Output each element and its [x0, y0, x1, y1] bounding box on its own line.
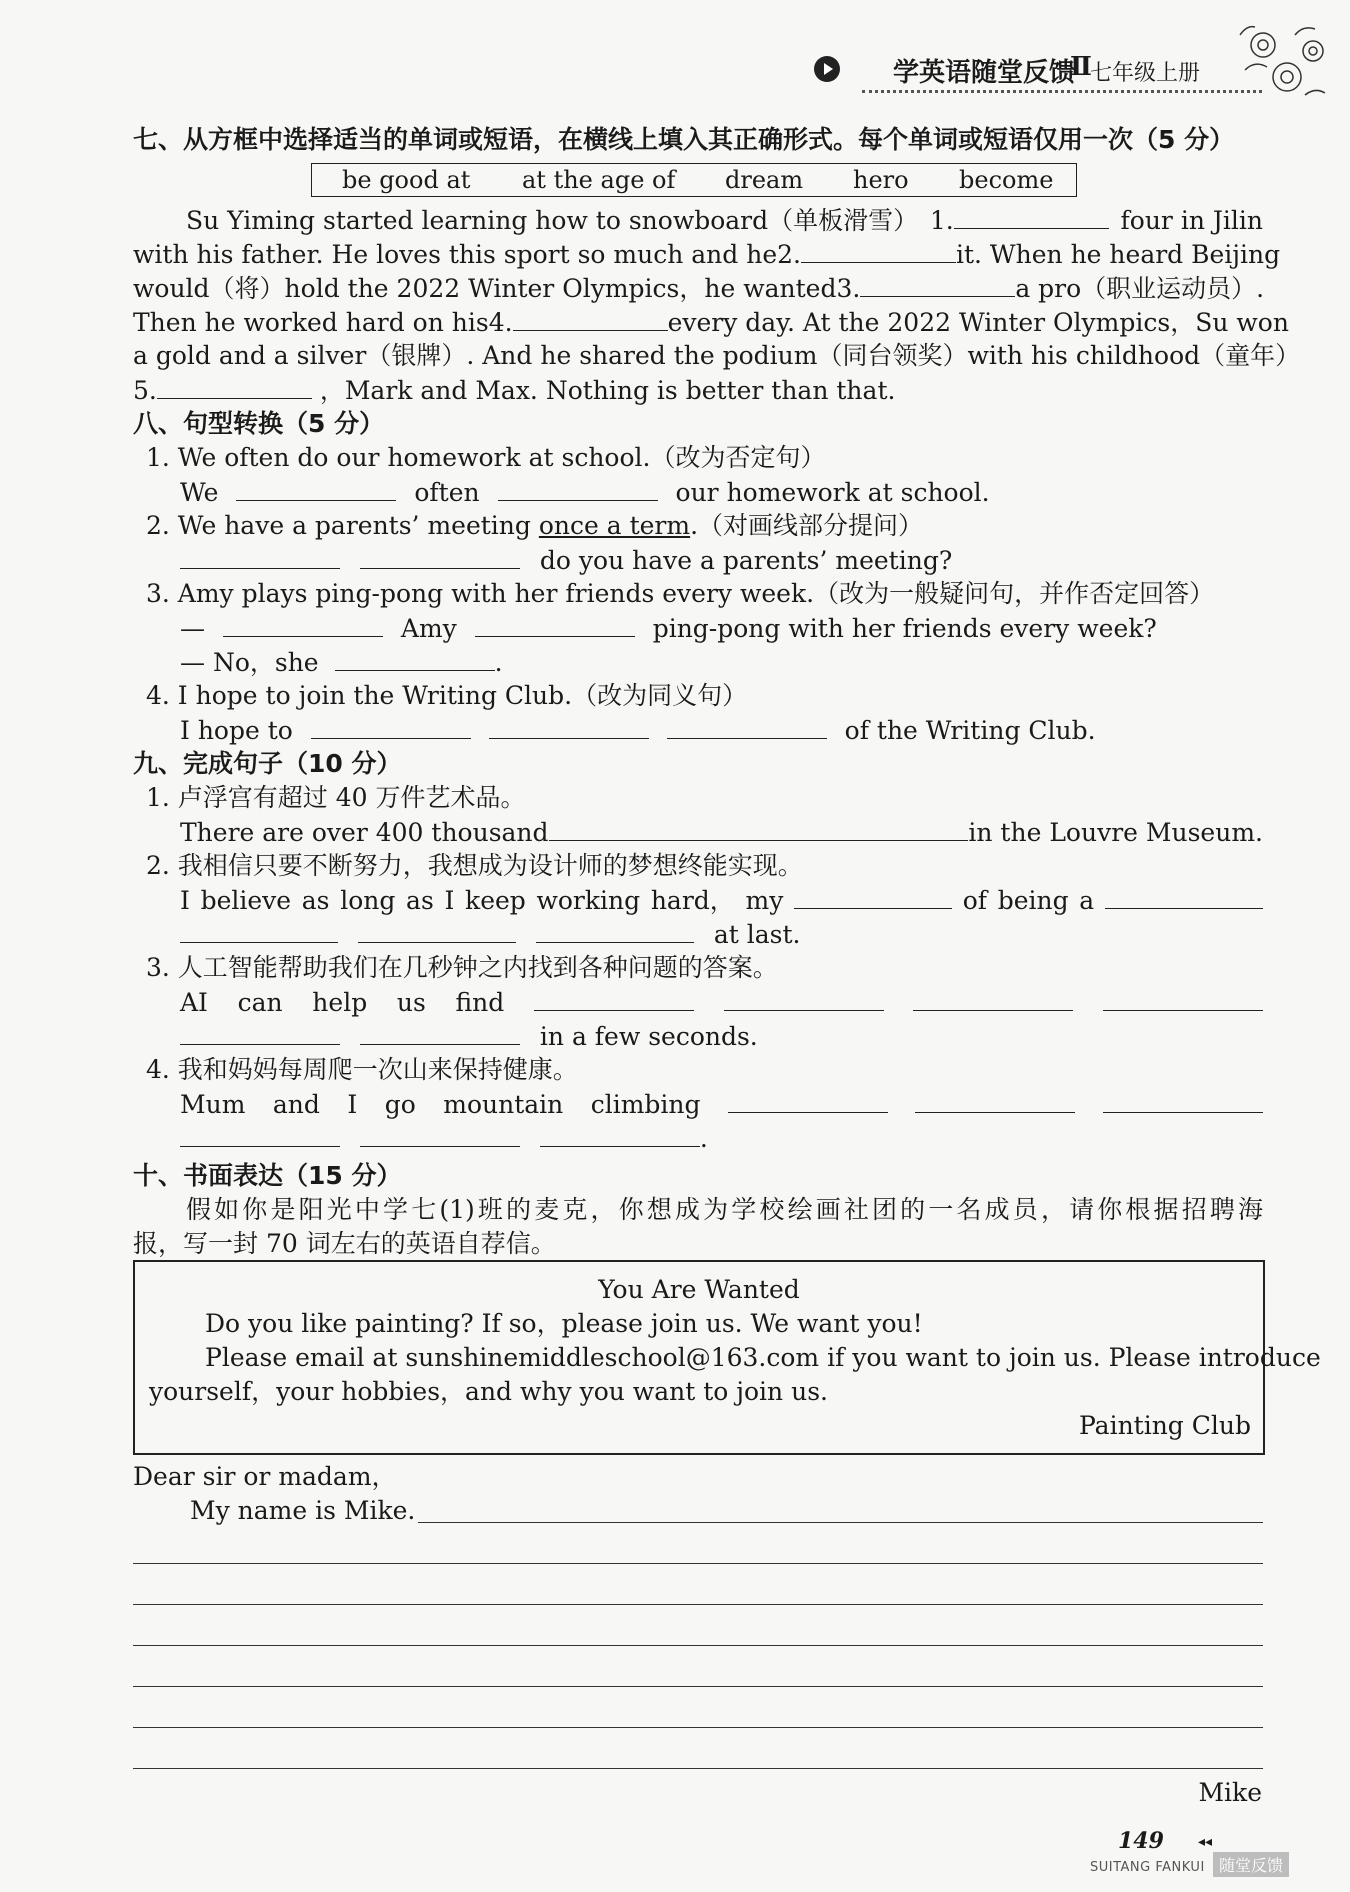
word: I [444, 886, 455, 915]
text: a pro（职业运动员）. [1015, 274, 1265, 303]
letter-signoff: Mike [1198, 1778, 1262, 1807]
blank-number: 2. [777, 240, 801, 269]
sec9-q1: 1. 卢浮宫有超过 40 万件艺术品。 [146, 783, 526, 812]
sec8-q3-reply [180, 646, 503, 679]
answer-blank[interactable] [794, 884, 952, 909]
writing-line[interactable] [133, 1645, 1263, 1646]
sec7-p3 [133, 272, 1263, 305]
text: with his father. He loves this sport so much and he [133, 240, 778, 269]
answer-blank[interactable] [724, 986, 884, 1011]
text: I hope to [180, 716, 293, 745]
word: can [237, 988, 283, 1017]
text: Su Yiming started learning how to snowboard（单板滑雪） [186, 206, 919, 235]
answer-blank[interactable] [1103, 986, 1263, 1011]
sec7-p5: a gold and a silver（银牌）. And he shared the podium（同台领奖）with his childhood（童年） [133, 341, 1301, 370]
word: Mum [180, 1090, 246, 1119]
header-title: 学英语随堂反馈 [893, 58, 1076, 88]
answer-blank[interactable] [1105, 884, 1263, 909]
word-box-item: become [959, 166, 1054, 194]
sec9-q3-answer [180, 986, 1263, 1019]
sec9-q4: 4. 我和妈妈每周爬一次山来保持健康。 [146, 1055, 578, 1084]
sec8-q3: 3. Amy plays ping-pong with her friends every week.（改为一般疑问句，并作否定回答） [146, 579, 1215, 608]
text: 2. We have a parents’ meeting [146, 511, 531, 540]
answer-blank[interactable] [360, 544, 520, 569]
sec8-title: 八、句型转换（5 分） [133, 409, 385, 438]
text: . [699, 1124, 708, 1153]
answer-blank[interactable] [360, 1122, 520, 1147]
sec10-instruction-2: 报，写一封 70 词左右的英语自荐信。 [133, 1229, 556, 1258]
sec9-q2: 2. 我相信只要不断努力，我想成为设计师的梦想终能实现。 [146, 851, 803, 880]
answer-blank[interactable] [236, 476, 396, 501]
word: being [997, 886, 1069, 915]
word: AI [180, 988, 208, 1017]
blank-2[interactable] [777, 238, 956, 271]
text: our homework at school. [675, 478, 990, 507]
writing-line[interactable] [133, 1727, 1263, 1728]
text: Then he worked hard on his [133, 308, 489, 337]
sec9-q4-answer [180, 1088, 1263, 1121]
answer-blank[interactable] [728, 1088, 888, 1113]
writing-line[interactable] [133, 1563, 1263, 1564]
text: — No，she [180, 648, 319, 677]
word: go [384, 1090, 416, 1119]
text: ，Mark and Max. Nothing is better than that. [319, 376, 896, 405]
word-box [311, 163, 1077, 197]
blank-number: 1. [929, 206, 954, 235]
underlined-phrase: once a term [538, 511, 691, 540]
blank-3[interactable] [836, 272, 1015, 305]
writing-line[interactable] [133, 1604, 1263, 1605]
word: mountain [443, 1090, 564, 1119]
answer-blank[interactable] [498, 476, 658, 501]
answer-blank[interactable] [335, 646, 495, 671]
word: working [536, 886, 641, 915]
answer-blank[interactable] [536, 918, 694, 943]
word: us [396, 988, 426, 1017]
header-dotted-rule [862, 90, 1262, 93]
word: hard， [650, 886, 735, 915]
sec9-q3: 3. 人工智能帮助我们在几秒钟之内找到各种问题的答案。 [146, 953, 778, 982]
word: find [455, 988, 505, 1017]
sec9-q1-answer [180, 816, 1263, 849]
blank-5[interactable] [133, 376, 312, 405]
word: I [180, 886, 190, 915]
answer-blank[interactable] [358, 918, 516, 943]
word: long [340, 886, 396, 915]
answer-blank[interactable] [360, 1020, 520, 1045]
sec9-q3-answer-2 [180, 1020, 758, 1053]
poster-line-1: Do you like painting? If so，please join us. We want you! [205, 1309, 923, 1338]
sec8-q1: 1. We often do our homework at school.（改为否定句） [146, 443, 826, 472]
sec10-instruction: 假如你是阳光中学七(1)班的麦克，你想成为学校绘画社团的一名成员，请你根据招聘海 [186, 1195, 1263, 1224]
text: four in Jilin [1120, 206, 1263, 235]
double-arrow-icon: ◂◂ [1198, 1834, 1213, 1850]
blank-number: 5. [133, 376, 157, 405]
word-box-item: dream [725, 166, 804, 194]
text: it. When he heard Beijing [956, 240, 1281, 269]
flower-decoration-icon [1225, 15, 1335, 110]
answer-blank[interactable] [180, 1122, 340, 1147]
text: in the Louvre Museum. [968, 818, 1263, 847]
poster-line-2: Please email at sunshinemiddleschool@163.com if you want to join us. Please introduce [205, 1343, 1321, 1372]
answer-blank[interactable] [915, 1088, 1075, 1113]
text: ping-pong with her friends every week? [652, 614, 1157, 643]
text: at last. [713, 920, 801, 949]
answer-blank[interactable] [475, 612, 635, 637]
writing-line[interactable] [133, 1768, 1263, 1769]
answer-blank[interactable] [489, 714, 649, 739]
poster-signature: Painting Club [1078, 1411, 1251, 1440]
footer-brand-cn: 随堂反馈 [1213, 1852, 1289, 1877]
answer-blank[interactable] [667, 714, 827, 739]
sec8-q2-answer [180, 544, 952, 577]
writing-line[interactable] [418, 1522, 1263, 1523]
answer-blank[interactable] [534, 986, 694, 1011]
blank-number: 4. [488, 308, 513, 337]
header-grade: 七年级上册 [1090, 61, 1201, 86]
word: believe [200, 886, 292, 915]
sec8-q3-answer [180, 612, 1157, 645]
sec8-q2 [146, 510, 923, 542]
sec10-title: 十、书面表达（15 分） [133, 1161, 402, 1190]
answer-blank[interactable] [688, 816, 828, 841]
sec7-p1 [186, 204, 1263, 237]
sec9-q2-answer-2 [180, 918, 800, 951]
text: There are over 400 thousand [180, 818, 549, 847]
answer-blank[interactable] [311, 714, 471, 739]
answer-blank[interactable] [828, 816, 968, 841]
text: do you have a parents’ meeting? [539, 546, 953, 575]
header-roman: Ⅱ [1070, 52, 1092, 82]
sec9-q4-answer-2 [180, 1122, 708, 1155]
sec7-p4 [133, 306, 1289, 339]
sec9-q2-answer [180, 884, 1263, 917]
letter-greeting: Dear sir or madam， [133, 1462, 397, 1491]
blank-number: 3. [836, 274, 861, 303]
text: would（将）hold the 2022 Winter Olympics，he wanted [133, 274, 837, 303]
dash: — [180, 614, 205, 643]
writing-line[interactable] [133, 1686, 1263, 1687]
blank-1[interactable] [930, 204, 1109, 237]
word: I [347, 1090, 358, 1119]
word: of [962, 886, 988, 915]
word: as [406, 886, 434, 915]
answer-blank[interactable] [223, 612, 383, 637]
word: as [301, 886, 330, 915]
text: Amy [400, 614, 457, 643]
sec8-q4: 4. I hope to join the Writing Club.（改为同义句） [146, 681, 748, 710]
answer-blank[interactable] [1103, 1088, 1263, 1113]
word: and [272, 1090, 320, 1119]
letter-start: My name is Mike. [190, 1496, 416, 1525]
word: a [1079, 886, 1095, 915]
poster-title: You Are Wanted [598, 1275, 800, 1304]
text: We [180, 478, 219, 507]
answer-blank[interactable] [913, 986, 1073, 1011]
poster-line-3: yourself，your hobbies，and why you want to join us. [149, 1377, 828, 1406]
text: in a few seconds. [539, 1022, 758, 1051]
sec8-q4-answer [180, 714, 1096, 747]
poster-box [133, 1260, 1321, 1455]
text: every day. At the 2022 Winter Olympics，Su won [667, 308, 1289, 337]
sec9-title: 九、完成句子（10 分） [133, 749, 402, 778]
answer-blank[interactable] [540, 1122, 700, 1147]
play-icon [814, 56, 840, 82]
sec8-q1-answer [180, 476, 990, 509]
sec7-title: 七、从方框中选择适当的单词或短语，在横线上填入其正确形式。每个单词或短语仅用一次（5 分） [133, 125, 1235, 154]
text: .（对画线部分提问） [690, 511, 924, 540]
word-box-item: at the age of [522, 166, 676, 194]
word: climbing [590, 1090, 701, 1119]
answer-blank[interactable] [180, 1020, 340, 1045]
sec7-p6 [133, 374, 895, 407]
word-box-item: be good at [342, 166, 471, 194]
sec7-p2 [133, 238, 1281, 271]
text: of the Writing Club. [844, 716, 1096, 745]
text: often [414, 478, 480, 507]
answer-blank[interactable] [549, 816, 689, 841]
header [0, 0, 1350, 110]
word: my [745, 886, 784, 915]
text: . [494, 648, 503, 677]
page-number: 149 [1118, 1828, 1164, 1854]
blank-4[interactable] [489, 306, 668, 339]
word-box-item: hero [853, 166, 909, 194]
footer-brand-en: SUITANG FANKUI [1090, 1860, 1205, 1875]
word: keep [465, 886, 526, 915]
answer-blank[interactable] [180, 544, 340, 569]
answer-blank[interactable] [180, 918, 338, 943]
word: help [312, 988, 368, 1017]
